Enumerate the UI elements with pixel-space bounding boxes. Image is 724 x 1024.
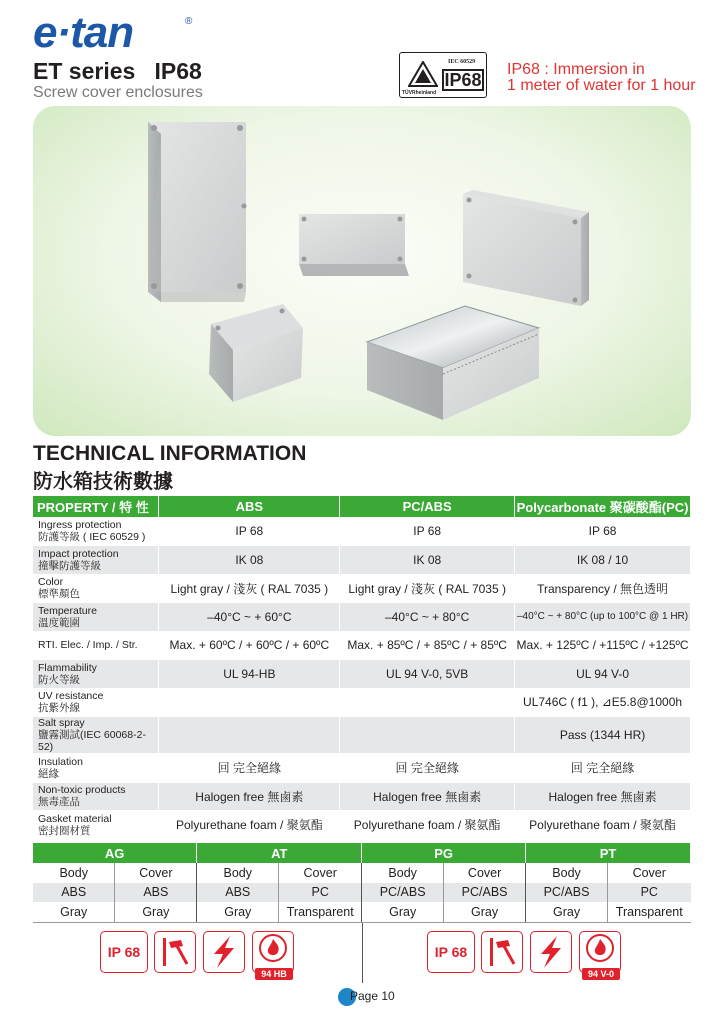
pc-cell: Max. + 125ºC / +115ºC / +125ºC (515, 631, 691, 660)
table-row (33, 811, 691, 840)
ip68-icon-label: IP 68 (107, 944, 141, 960)
variant-cell: Body (362, 863, 444, 883)
property-cell (33, 517, 159, 546)
flame-rating-icon (579, 931, 621, 979)
hammer-icon (482, 932, 522, 972)
property-cell (33, 631, 159, 660)
table-row (33, 660, 691, 689)
product-photo (33, 106, 691, 436)
ip68-icon (100, 931, 148, 973)
abs-cell: Halogen free 無鹵素 (159, 782, 340, 811)
property-en: Color (38, 576, 64, 589)
ip-note-line1: IP68 : Immersion in (507, 61, 645, 78)
property-en: UV resistance (38, 690, 104, 703)
lightning-insulation-icon (530, 931, 572, 973)
property-en: Salt spray (38, 717, 85, 729)
hammer-icon (155, 932, 195, 972)
enclosures-illustration (33, 106, 691, 436)
series-title: ET series IP68 (33, 58, 202, 84)
pcabs-cell: IP 68 (340, 517, 515, 546)
abs-cell: UL 94-HB (159, 660, 340, 689)
flame-icon (253, 932, 293, 966)
registered-mark: ® (185, 16, 193, 27)
spec-header-property: PROPERTY / 特 性 (33, 496, 159, 517)
pcabs-cell: IK 08 (340, 546, 515, 575)
tuv-triangle-icon (408, 61, 438, 87)
variant-cell: Transparent (608, 902, 691, 922)
cert-iec-label: IEC 60529 (448, 59, 476, 65)
property-cell (33, 811, 159, 840)
table-row (33, 688, 691, 717)
variant-cell: PC (279, 883, 362, 903)
hammer-impact-icon (154, 931, 196, 973)
variant-cell: ABS (197, 883, 279, 903)
table-row (33, 883, 691, 903)
variant-cell: PC/ABS (444, 883, 526, 903)
page-number (338, 988, 428, 1008)
ip68-icon (427, 931, 475, 973)
variant-cell: PC (608, 883, 691, 903)
abs-cell: –40°C ~ + 60°C (159, 603, 340, 632)
property-en: Impact protection (38, 547, 119, 560)
property-zh: 防護等級 ( IEC 60529 ) (38, 531, 146, 543)
pcabs-cell (340, 717, 515, 754)
abs-cell: IP 68 (159, 517, 340, 546)
variant-cell: Cover (608, 863, 691, 883)
flame-rating-label: 94 V-0 (582, 968, 620, 980)
property-zh: 絕緣 (38, 767, 59, 780)
property-en: Insulation (38, 755, 83, 768)
variant-cell: Body (197, 863, 279, 883)
property-zh: 標準顏色 (38, 588, 80, 601)
property-cell (33, 782, 159, 811)
flame-rating-icon (252, 931, 294, 979)
abs-cell: Light gray / 淺灰 ( RAL 7035 ) (159, 574, 340, 603)
variant-cell: Gray (362, 902, 444, 922)
property-zh: 無毒產品 (38, 796, 80, 809)
variant-group-at: AT (197, 843, 362, 863)
pcabs-cell: Max. + 85ºC / + 85ºC / + 85ºC (340, 631, 515, 660)
lightning-icon (204, 932, 244, 972)
variant-cell: Gray (526, 902, 608, 922)
lightning-insulation-icon (203, 931, 245, 973)
lightning-icon (531, 932, 571, 972)
pc-cell: IK 08 / 10 (515, 546, 691, 575)
pcabs-cell: Polyurethane foam / 聚氨酯 (340, 811, 515, 840)
technical-info-subtitle: 防水箱技術數據 (33, 471, 173, 493)
ip68-note (507, 62, 696, 94)
variant-cell: Body (526, 863, 608, 883)
pc-cell: UL746C ( f1 ), ⊿E5.8@1000h (515, 688, 691, 717)
property-en: Temperature (38, 604, 97, 617)
property-en: Flammability (38, 661, 97, 674)
variant-group-pt: PT (526, 843, 691, 863)
property-zh: 防火等級 (38, 673, 80, 686)
abs-cell (159, 688, 340, 717)
cert-tuv-label: TÜVRheinland (402, 90, 437, 96)
property-cell (33, 574, 159, 603)
variant-cell: ABS (33, 883, 115, 903)
variant-header-row (33, 843, 691, 863)
property-en: Non-toxic products (38, 784, 126, 797)
tuv-certification-badge (399, 52, 487, 98)
spec-header-pcabs: PC/ABS (340, 496, 515, 517)
pc-cell: Polyurethane foam / 聚氨酯 (515, 811, 691, 840)
variant-cell: PC/ABS (526, 883, 608, 903)
pc-cell: IP 68 (515, 517, 691, 546)
variant-table (33, 843, 691, 922)
variant-group-pg: PG (362, 843, 526, 863)
variant-cell: PC/ABS (362, 883, 444, 903)
abs-cell: IK 08 (159, 546, 340, 575)
property-cell (33, 546, 159, 575)
table-row (33, 631, 691, 660)
spec-header-pc: Polycarbonate 聚碳酸酯(PC) (515, 496, 691, 517)
table-row (33, 782, 691, 811)
property-zh: 撞擊防護等級 (38, 559, 101, 572)
variant-cell: Cover (444, 863, 526, 883)
table-row (33, 902, 691, 922)
flame-icon (580, 932, 620, 966)
property-cell (33, 660, 159, 689)
pcabs-cell (340, 688, 515, 717)
abs-cell (159, 717, 340, 754)
abs-cell: 回 完全絕緣 (159, 754, 340, 783)
property-en: Gasket material (38, 812, 112, 825)
pcabs-cell: UL 94 V-0, 5VB (340, 660, 515, 689)
table-row (33, 517, 691, 546)
spec-header-abs: ABS (159, 496, 340, 517)
cert-ip-label: IP68 (442, 69, 484, 91)
table-row (33, 574, 691, 603)
flame-rating-label: 94 HB (255, 968, 293, 980)
table-row (33, 717, 691, 754)
pc-cell: Pass (1344 HR) (515, 717, 691, 754)
property-en: Ingress protection (38, 519, 122, 531)
property-zh: 鹽霧測試(IEC 60068-2-52) (38, 729, 146, 753)
spec-table (33, 496, 691, 840)
abs-cell: Polyurethane foam / 聚氨酯 (159, 811, 340, 840)
hammer-impact-icon (481, 931, 523, 973)
variant-cell: Gray (33, 902, 115, 922)
variant-group-ag: AG (33, 843, 197, 863)
variant-cell: Cover (115, 863, 197, 883)
page-number-text: Page 10 (350, 989, 395, 1003)
property-zh: 溫度範圍 (38, 616, 80, 629)
feature-icons-row (33, 922, 691, 982)
variant-cell: Gray (115, 902, 197, 922)
pcabs-cell: Light gray / 淺灰 ( RAL 7035 ) (340, 574, 515, 603)
pc-cell: Transparency / 無色透明 (515, 574, 691, 603)
pcabs-cell: 回 完全絕緣 (340, 754, 515, 783)
abs-cell: Max. + 60ºC / + 60ºC / + 60ºC (159, 631, 340, 660)
table-row (33, 754, 691, 783)
property-cell (33, 688, 159, 717)
pc-cell: UL 94 V-0 (515, 660, 691, 689)
variant-cell: Gray (197, 902, 279, 922)
pc-cell: –40°C ~ + 80°C (up to 100°C @ 1 HR) (515, 603, 691, 632)
property-cell (33, 717, 159, 754)
series-subtitle: Screw cover enclosures (33, 84, 203, 101)
ip68-icon-label: IP 68 (434, 944, 468, 960)
etan-logo (33, 8, 193, 57)
pc-cell: Halogen free 無鹵素 (515, 782, 691, 811)
variant-cell: Cover (279, 863, 362, 883)
pcabs-cell: Halogen free 無鹵素 (340, 782, 515, 811)
icons-divider (362, 923, 363, 983)
variant-cell: ABS (115, 883, 197, 903)
table-row (33, 546, 691, 575)
spec-header-row (33, 496, 691, 517)
variant-cell: Transparent (279, 902, 362, 922)
pc-cell: 回 完全絕緣 (515, 754, 691, 783)
variant-cell: Gray (444, 902, 526, 922)
table-row (33, 863, 691, 883)
ip-note-line2: 1 meter of water for 1 hour (507, 77, 696, 94)
property-cell (33, 603, 159, 632)
logo-text: e·tan (33, 8, 134, 57)
property-cell (33, 754, 159, 783)
variant-cell: Body (33, 863, 115, 883)
property-zh: 密封圈材質 (38, 824, 91, 837)
property-zh: 抗紫外線 (38, 702, 80, 715)
table-row (33, 603, 691, 632)
technical-info-title: TECHNICAL INFORMATION (33, 442, 307, 465)
property-en: RTI. Elec. / Imp. / Str. (38, 639, 138, 652)
pcabs-cell: –40°C ~ + 80°C (340, 603, 515, 632)
